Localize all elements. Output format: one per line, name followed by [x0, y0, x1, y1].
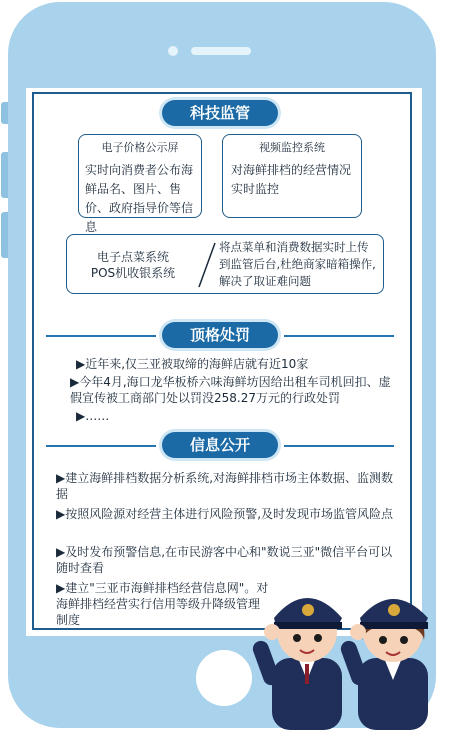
pos-line-cashier: POS机收银系统 — [90, 266, 176, 280]
pos-system-left — [73, 249, 193, 281]
phone-volume-down-button — [1, 212, 8, 258]
section-divider-line — [46, 335, 156, 337]
phone-volume-up-button — [1, 152, 8, 198]
slash-divider — [195, 239, 219, 291]
price-display-title: 电子价格公示屏 — [101, 141, 179, 154]
officers-illustration — [250, 540, 450, 730]
price-display-body: 实时向消费者公布海鲜品名、图片、售价、政府指导价等信息 — [85, 163, 194, 234]
disclosure-item-2: ▶按照风险源对经营主体进行风险预警,及时发现市场监管风险点 — [56, 507, 394, 521]
pos-system-body: 将点菜单和消费数据实时上传到监管后台,杜绝商家暗箱操作,解决了取证难问题 — [219, 240, 376, 288]
disclosure-item-1: ▶建立海鲜排档数据分析系统,对海鲜排档市场主体数据、监测数据 — [56, 471, 394, 501]
section-divider-line — [284, 445, 394, 447]
phone-speaker — [191, 47, 251, 55]
phone-camera — [168, 46, 178, 56]
phone-side-button — [1, 102, 8, 124]
female-officer-figure — [339, 599, 428, 730]
section-heading-info-disclosure: 信息公开 — [162, 432, 278, 458]
penalty-item-3: ▶…… — [76, 409, 110, 423]
video-monitor-title: 视频监控系统 — [259, 141, 325, 154]
section-heading-max-penalty: 顶格处罚 — [162, 322, 278, 348]
video-monitor-box — [222, 134, 362, 218]
price-display-box — [78, 134, 202, 234]
video-monitor-body: 对海鲜排档的经营情况实时监控 — [231, 163, 352, 196]
penalty-item-1: ▶近年来,仅三亚被取缔的海鲜店就有近10家 — [76, 357, 309, 371]
disclosure-item-4: ▶建立"三亚市海鲜排档经营信息网"。对海鲜排档经营实行信用等级升降级管理制度 — [56, 581, 269, 627]
pos-line-ordering: 电子点菜系统 — [96, 250, 169, 264]
section-heading-tech-supervision: 科技监管 — [162, 100, 278, 126]
section-divider-line — [46, 445, 156, 447]
phone-home-button — [196, 650, 252, 706]
disclosure-item-3: ▶及时发布预警信息,在市民游客中心和"数说三亚"微信平台可以随时查看 — [56, 545, 393, 575]
section-divider-line — [284, 335, 394, 337]
male-officer-figure — [251, 598, 342, 730]
penalty-item-2: ▶今年4月,海口龙华板桥六味海鲜坊因给出租车司机回扣、虚假宣传被工商部门处以罚没258.27万元的行政处罚 — [70, 375, 391, 405]
pos-system-box — [66, 234, 384, 294]
